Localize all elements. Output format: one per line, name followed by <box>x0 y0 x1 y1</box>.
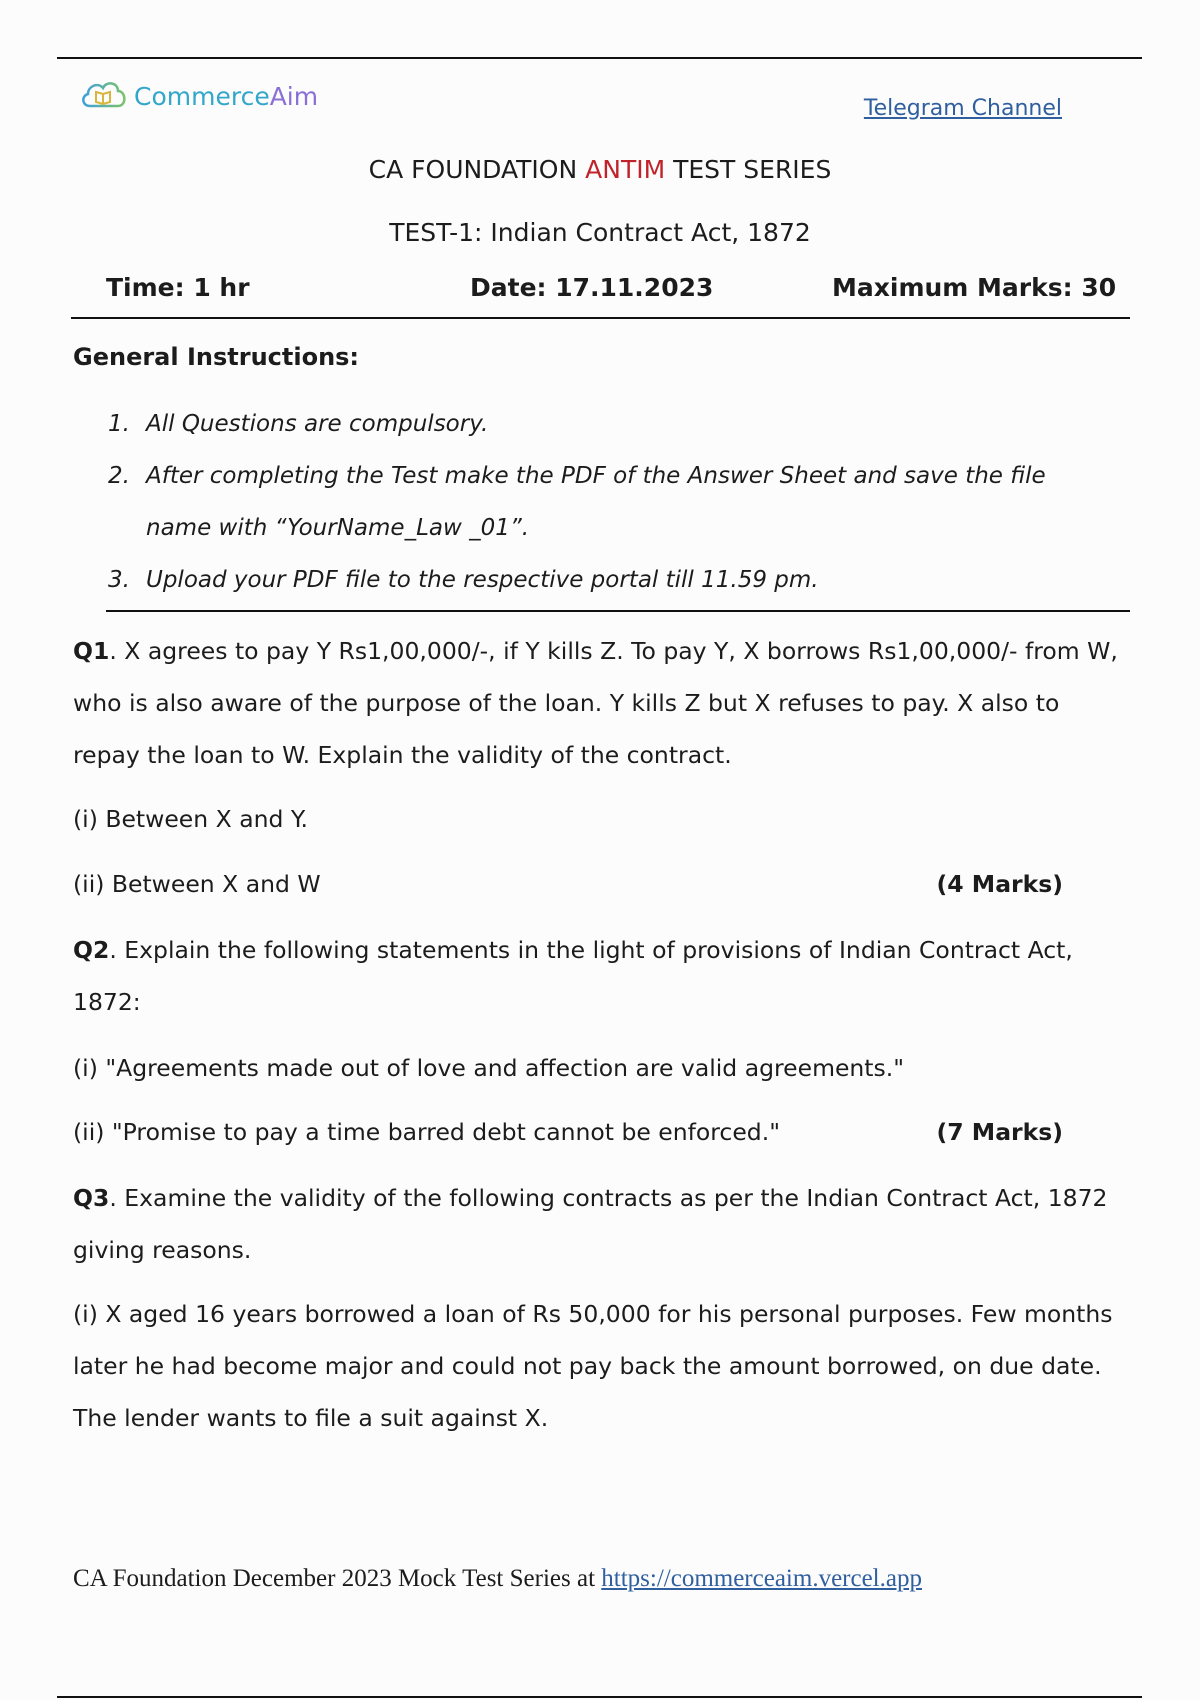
question-label: Q1 <box>73 637 110 665</box>
question-label: Q2 <box>73 936 110 964</box>
instruction-text: Upload your PDF file to the respective portal till 11.59 pm. <box>146 567 819 593</box>
question-text: . Examine the validity of the following contracts as per the Indian Contract Act, 1872 giving reasons. <box>73 1184 1108 1264</box>
question-2-marks: (7 Marks) <box>936 1118 1063 1146</box>
header-rule <box>71 317 1130 319</box>
instruction-number: 1. <box>108 411 130 437</box>
question-text: . Explain the following statements in the light of provisions of Indian Contract Act, 1872: <box>73 936 1073 1016</box>
question-2-part-2: (ii) "Promise to pay a time barred debt cannot be enforced." <box>73 1118 781 1146</box>
instruction-item <box>108 450 1128 554</box>
question-1 <box>73 625 1133 781</box>
instructions-heading: General Instructions: <box>73 343 360 371</box>
question-3-part-1: (i) X aged 16 years borrowed a loan of Rs 50,000 for his personal purposes. Few months later he had become major and could not pay back the amount borrowed, on due date. The lender wants to file a suit against X. <box>73 1300 1113 1432</box>
bottom-rule <box>57 1696 1142 1698</box>
question-1-marks: (4 Marks) <box>936 870 1063 898</box>
instruction-item <box>108 554 1128 606</box>
footer <box>73 1565 922 1593</box>
logo-text-part: Commerce <box>134 81 270 111</box>
title-suffix: TEST SERIES <box>665 155 832 184</box>
instruction-number: 2. <box>108 463 130 489</box>
title-prefix: CA FOUNDATION <box>368 155 586 184</box>
time-label: Time: 1 hr <box>106 273 250 302</box>
instruction-text: After completing the Test make the PDF of the Answer Sheet and save the file name with “YourName_Law _01”. <box>146 463 1046 541</box>
question-1-part-2: (ii) Between X and W <box>73 870 321 898</box>
telegram-channel-link[interactable]: Telegram Channel <box>863 96 1062 121</box>
test-subtitle: TEST-1: Indian Contract Act, 1872 <box>389 218 811 247</box>
instruction-item <box>108 398 1128 450</box>
instructions-rule <box>106 610 1130 612</box>
footer-link[interactable]: https://commerceaim.vercel.app <box>601 1565 922 1592</box>
instruction-number: 3. <box>108 567 130 593</box>
cloud-book-icon <box>78 76 130 116</box>
logo-text-part: Aim <box>269 81 319 111</box>
title-accent: ANTIM <box>585 155 666 184</box>
question-label: Q3 <box>73 1184 110 1212</box>
logo-text <box>134 82 318 111</box>
question-3 <box>73 1172 1133 1276</box>
top-rule <box>57 57 1142 59</box>
instruction-text: All Questions are compulsory. <box>146 411 489 437</box>
question-2 <box>73 924 1133 1028</box>
date-label: Date: 17.11.2023 <box>470 273 714 302</box>
question-1-part-1: (i) Between X and Y. <box>73 805 308 833</box>
logo <box>78 76 318 116</box>
footer-text: CA Foundation December 2023 Mock Test Series at <box>73 1565 602 1592</box>
test-series-title <box>0 155 1200 184</box>
max-marks-label: Maximum Marks: 30 <box>832 273 1117 302</box>
question-2-part-1: (i) "Agreements made out of love and affection are valid agreements." <box>73 1054 905 1082</box>
question-text: . X agrees to pay Y Rs1,00,000/-, if Y kills Z. To pay Y, X borrows Rs1,00,000/- from W, who is also aware of the purpose of the loan. Y kills Z but X refuses to pay. X also to repay the loan to W. Explain the validity of the contract. <box>73 637 1118 769</box>
